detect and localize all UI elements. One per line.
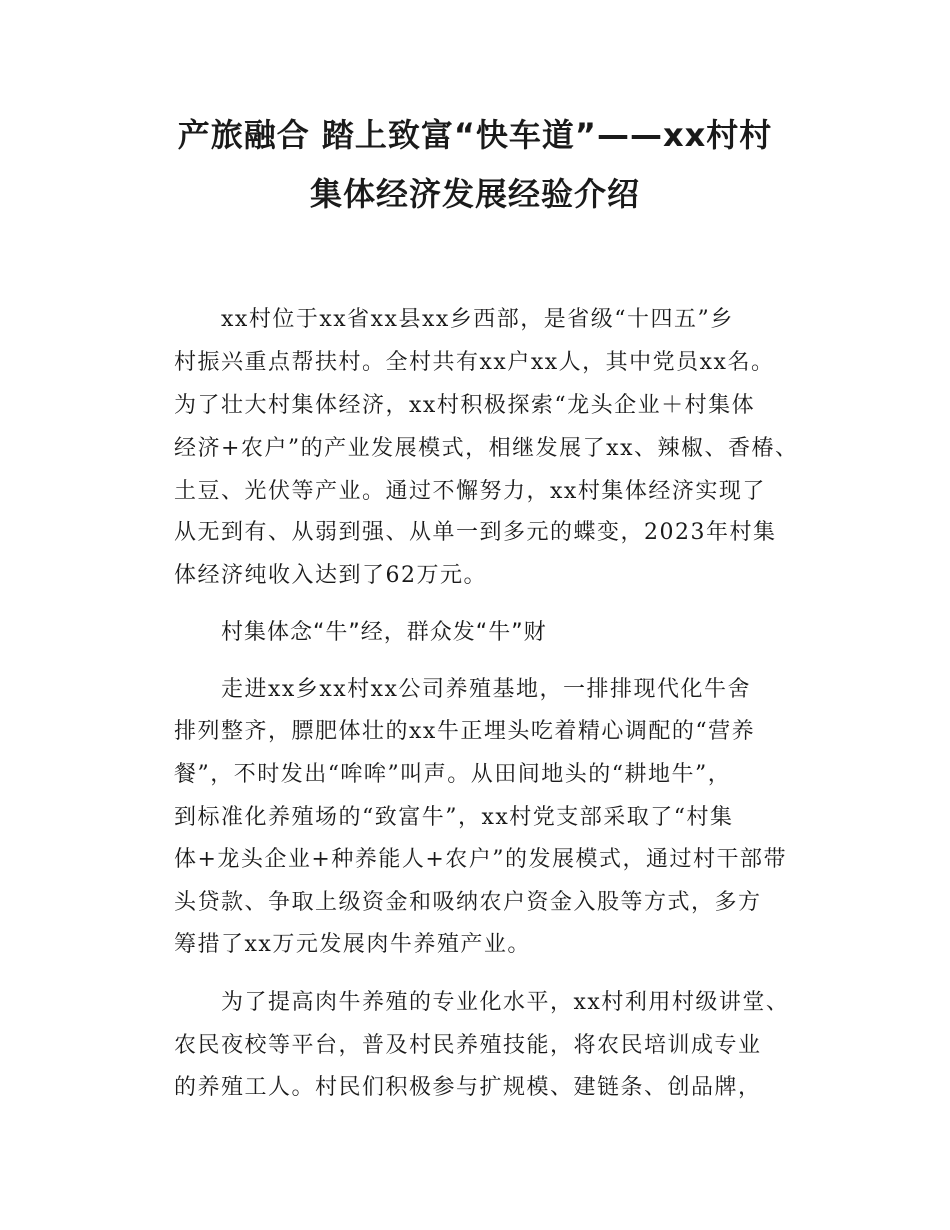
paragraph-line: 村振兴重点帮扶村。全村共有xx户xx人，其中党员xx名。 — [174, 350, 775, 375]
paragraph-line: 为了壮大村集体经济，xx村积极探索“龙头企业＋村集体 — [174, 393, 756, 418]
paragraph-line: 到标准化养殖场的“致富牛”，xx村党支部采取了“村集 — [174, 805, 734, 830]
document-title-line-1: 产旅融合 踏上致富“快车道”——xx村村 — [177, 116, 773, 154]
paragraph-line: 筹措了xx万元发展肉牛养殖产业。 — [174, 932, 531, 957]
paragraph-line: 的养殖工人。村民们积极参与扩规模、建链条、创品牌， — [174, 1075, 762, 1100]
paragraph-line: 从无到有、从弱到强、从单一到多元的蝶变，2023年村集 — [174, 520, 777, 545]
document-title-line-2: 集体经济发展经验介绍 — [309, 175, 640, 213]
paragraph-line: 体+龙头企业+种养能人+农户”的发展模式，通过村干部带 — [174, 847, 788, 872]
paragraph-line: 经济+农户”的产业发展模式，相继发展了xx、辣椒、香椿、 — [174, 436, 799, 461]
paragraph-line: 农民夜校等平台，普及村民养殖技能，将农民培训成专业 — [174, 1033, 762, 1058]
paragraph-line: 为了提高肉牛养殖的专业化水平，xx村利用村级讲堂、 — [221, 990, 790, 1015]
section-heading: 村集体念“牛”经，群众发“牛”财 — [221, 620, 547, 645]
paragraph-line: 走进xx乡xx村xx公司养殖基地，一排排现代化牛舍 — [221, 677, 751, 702]
paragraph-line: 排列整齐，膘肥体壮的xx牛正埋头吃着精心调配的“营养 — [174, 719, 756, 744]
paragraph-line: 头贷款、争取上级资金和吸纳农户资金入股等方式，多方 — [174, 890, 762, 915]
paragraph-line: 土豆、光伏等产业。通过不懈努力，xx村集体经济实现了 — [174, 479, 766, 504]
paragraph-line: xx村位于xx省xx县xx乡西部，是省级“十四五”乡 — [221, 307, 734, 332]
paragraph-line: 餐”，不时发出“哞哞”叫声。从田间地头的“耕地牛”， — [174, 762, 732, 787]
paragraph-line: 体经济纯收入达到了62万元。 — [174, 563, 487, 588]
